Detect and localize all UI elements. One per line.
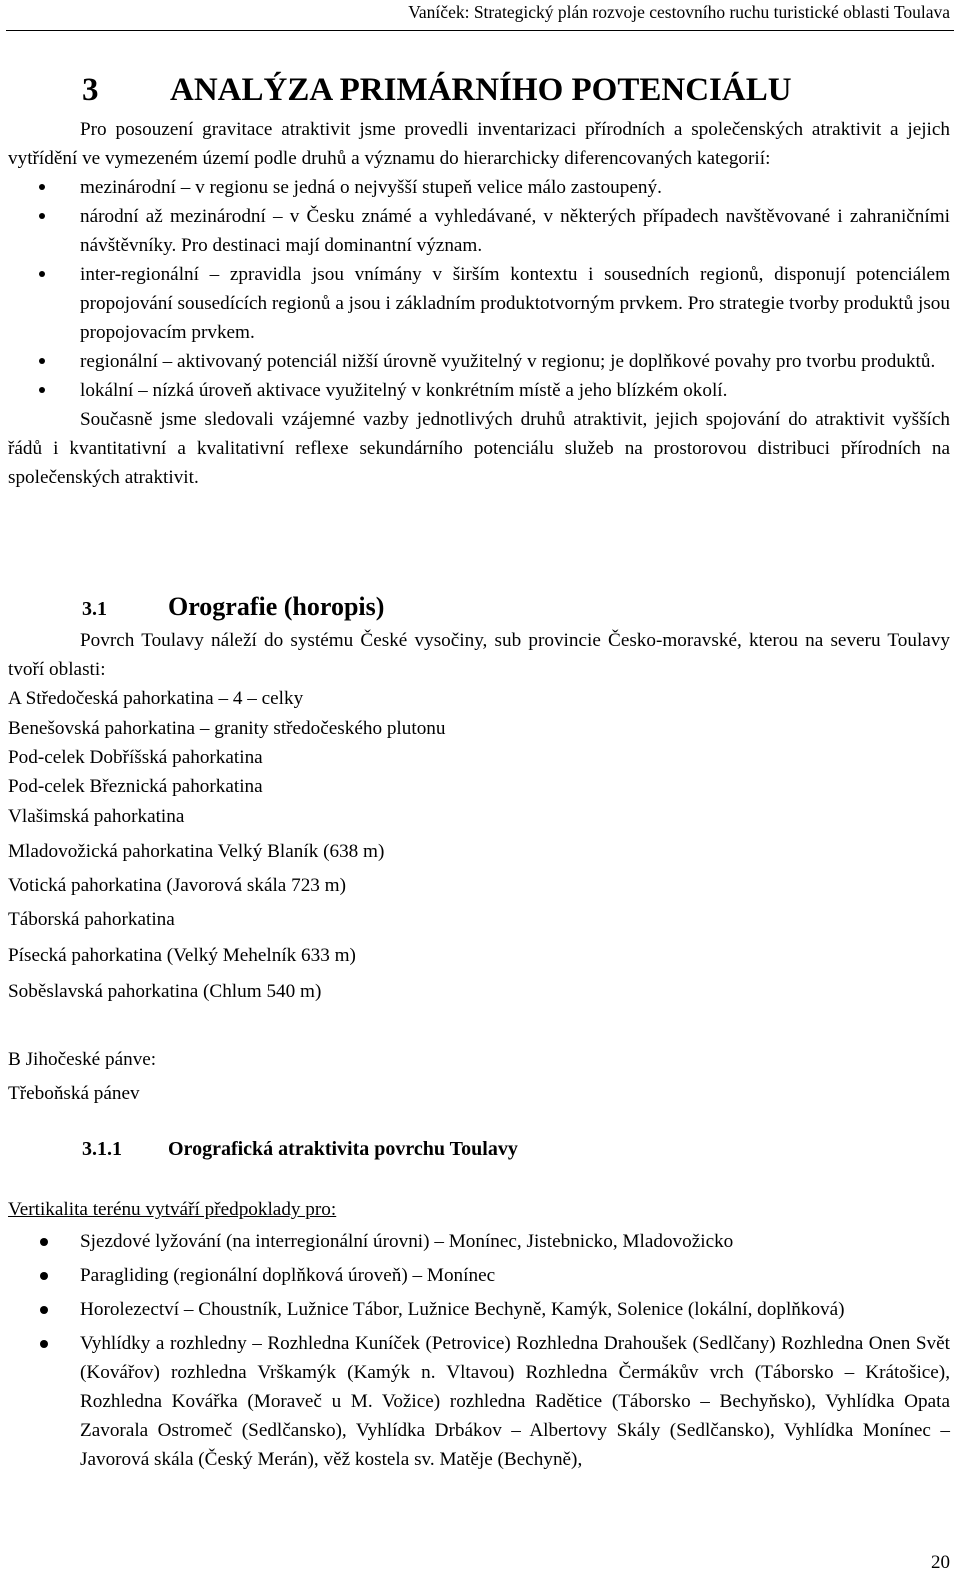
list-item: inter-regionální – zpravidla jsou vnímány v širším kontextu i sousedních regionů, disponují potenciálem propojování sousedících regionů a jsou i základním produktotvorným prvkem. Pro strategie tvorby produktů jsou propojovacím prvkem. (8, 260, 950, 347)
list-item: národní až mezinárodní – v Česku známé a vyhledávané, v některých případech navštěvované i zahraničními návštěvníky. Pro destinaci mají dominantní význam. (8, 202, 950, 260)
list-item: regionální – aktivovaný potenciál nižší úrovně využitelný v regionu; je doplňkové povahy pro tvorbu produktů. (8, 347, 950, 376)
list-item: Pod-celek Dobříšská pahorkatina (8, 747, 263, 768)
list-item: Vlašimská pahorkatina (8, 806, 185, 827)
subsection-heading (82, 1138, 518, 1161)
subsection-body (8, 1195, 950, 1474)
subsection-title: Orografická atraktivita povrchu Toulavy (168, 1138, 518, 1160)
list-item: Mladovožická pahorkatina Velký Blaník (638 m) (8, 841, 385, 862)
section-body (8, 626, 950, 684)
list-item: Vyhlídky a rozhledny – Rozhledna Kuníček (Petrovice) Rozhledna Drahoušek (Sedlčany) Rozhledna Onen Svět (Kovářov) rozhledna Vrškamýk (Kamýk n. Vltavou) Rozhledna Čermákův vrch (Táborsko – Krátošice), Rozhledna Kovářka (Moraveč u M. Vožice) rozhledna Radětice (Táborsko – Bechyňsko), Vyhlídka Opata Zavorala Ostromeč (Sedlčansko), Vyhlídka Drbákov – Albertovy Skály (Sedlčansko), Vyhlídka Monínec – Javorová skála (Český Merán), věž kostela sv. Matěje (Bechyně), (8, 1329, 950, 1474)
vertical-intro: Vertikalita terénu vytváří předpoklady pro: (8, 1199, 337, 1220)
subsection-number: 3.1.1 (82, 1138, 122, 1160)
list-item: Sjezdové lyžování (na interregionální úrovni) – Monínec, Jistebnicko, Mladovožicko (8, 1227, 950, 1256)
list-item: Paragliding (regionální doplňková úroveň) – Monínec (8, 1261, 950, 1290)
list-item: lokální – nízká úroveň aktivace využitelný v konkrétním místě a jeho blízkém okolí. (8, 376, 950, 405)
chapter-number: 3 (82, 72, 99, 108)
list-item: Votická pahorkatina (Javorová skála 723 m) (8, 875, 346, 896)
list-item: Třeboňská pánev (8, 1083, 140, 1104)
list-item: Pod-celek Březnická pahorkatina (8, 776, 263, 797)
activity-list (8, 1227, 950, 1474)
chapter-title: ANALÝZA PRIMÁRNÍHO POTENCIÁLU (170, 72, 792, 108)
page-number: 20 (931, 1552, 950, 1573)
category-list (8, 173, 950, 405)
running-header: Vaníček: Strategický plán rozvoje cestovního ruchu turistické oblasti Toulava (408, 2, 950, 22)
list-item: Horolezectví – Choustník, Lužnice Tábor, Lužnice Bechyně, Kamýk, Solenice (lokální, doplňková) (8, 1295, 950, 1324)
list-item: Benešovská pahorkatina – granity středočeského plutonu (8, 718, 446, 739)
list-item: Písecká pahorkatina (Velký Mehelník 633 m) (8, 945, 356, 966)
section-title: Orografie (horopis) (168, 592, 385, 621)
list-item: mezinárodní – v regionu se jedná o nejvyšší stupeň velice málo zastoupený. (8, 173, 950, 202)
header-rule (6, 30, 954, 31)
section-intro: Povrch Toulavy náleží do systému České vysočiny, sub provincie Česko-moravské, kterou na severu Toulavy tvoří oblasti: (8, 630, 950, 680)
list-item: Soběslavská pahorkatina (Chlum 540 m) (8, 981, 322, 1002)
section-number: 3.1 (82, 598, 107, 620)
list-item: Táborská pahorkatina (8, 909, 175, 930)
intro-paragraph: Pro posouzení gravitace atraktivit jsme provedli inventarizaci přírodních a společenských atraktivit a jejich vytřídění ve vymezeném území podle druhů a významu do hierarchicky diferencovaných kategorií: (8, 119, 950, 169)
section-heading (82, 592, 384, 622)
chapter-body (8, 115, 950, 492)
chapter-heading (82, 72, 792, 109)
list-item: B Jihočeské pánve: (8, 1049, 157, 1070)
summary-paragraph: Současně jsme sledovali vzájemné vazby jednotlivých druhů atraktivit, jejich spojování do atraktivit vyšších řádů i kvantitativní a kvalitativní reflexe sekundárního potenciálu služeb na prostorovou distribuci přírodních na společenských atraktivit. (8, 409, 950, 488)
list-item: A Středočeská pahorkatina – 4 – celky (8, 688, 304, 709)
